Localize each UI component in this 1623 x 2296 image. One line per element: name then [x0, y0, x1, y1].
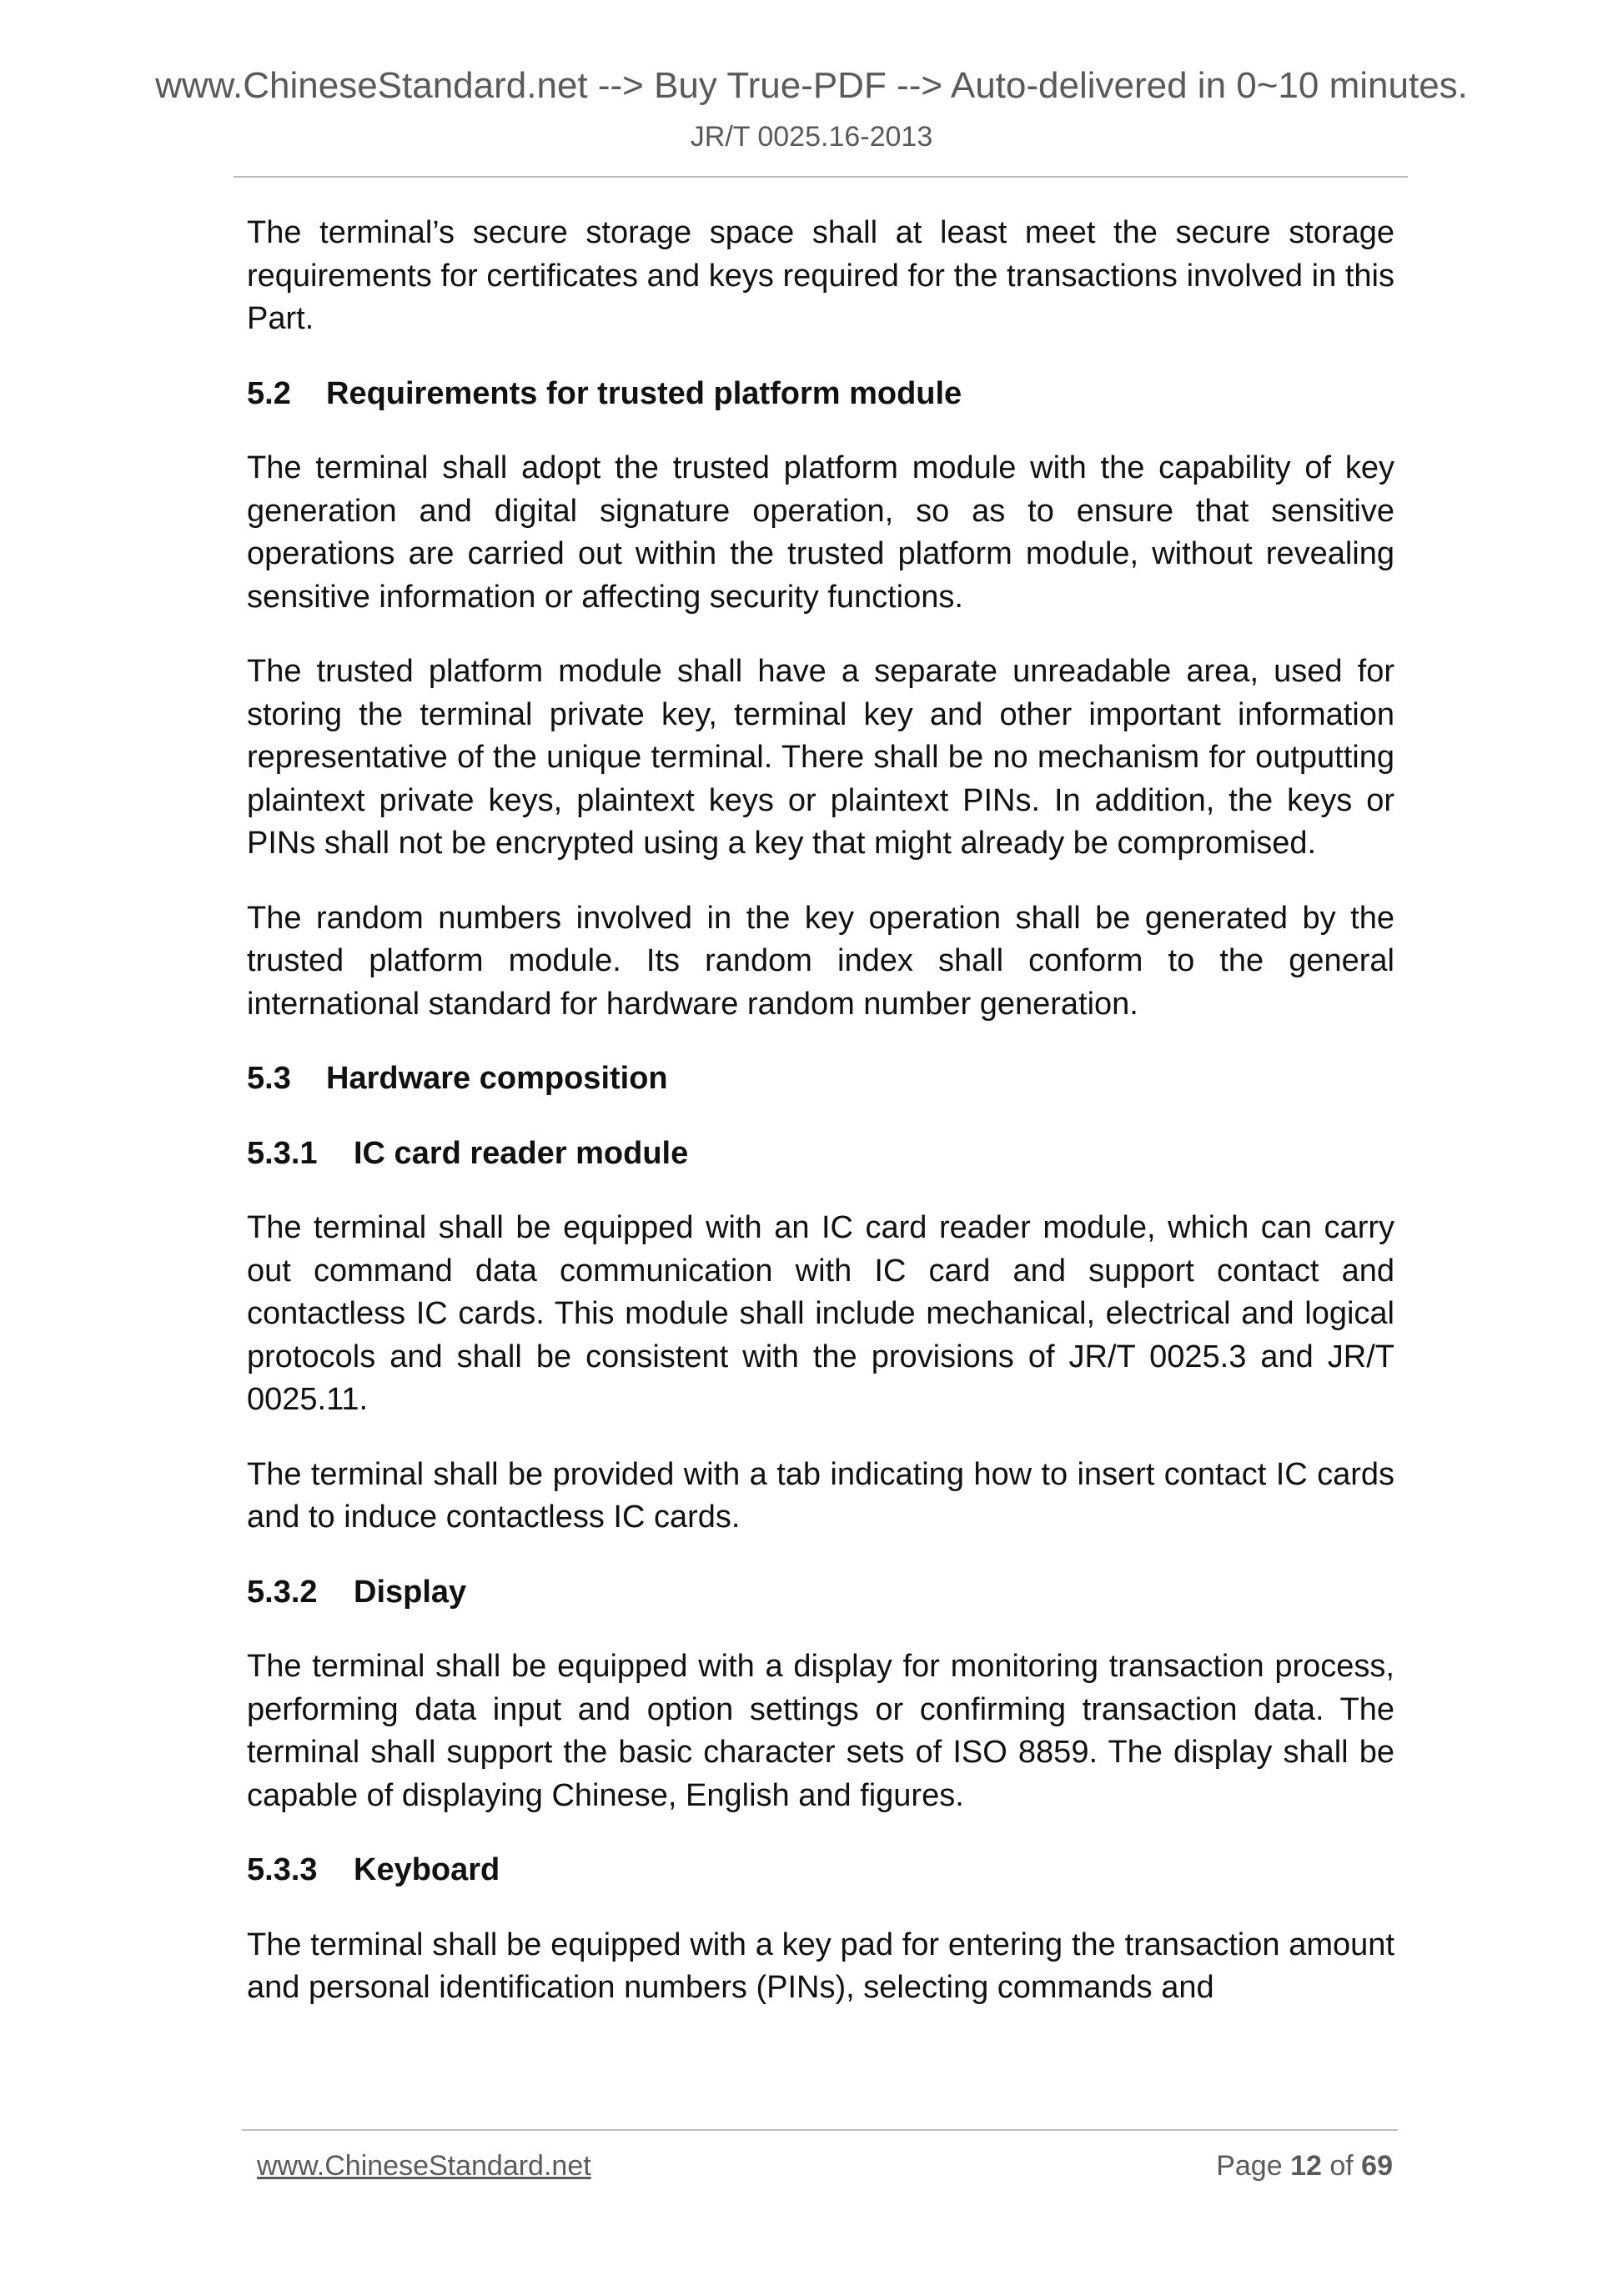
section-number: 5.2	[247, 375, 291, 411]
section-number: 5.3.1	[247, 1135, 318, 1171]
header-banner: www.ChineseStandard.net --> Buy True-PDF --> Auto-delivered in 0~10 minutes.	[155, 65, 1468, 106]
page-number	[1216, 2148, 1393, 2183]
page-label: Page	[1216, 2150, 1283, 2182]
standard-code: JR/T 0025.16-2013	[690, 121, 933, 153]
footer-divider	[242, 2129, 1398, 2131]
section-number: 5.3.2	[247, 1574, 318, 1610]
section-title: Hardware composition	[326, 1061, 668, 1096]
section-number: 5.3.3	[247, 1852, 318, 1887]
header-divider	[234, 176, 1408, 178]
section-number: 5.3	[247, 1061, 291, 1096]
paragraph: The terminal shall be provided with a tab indicating how to insert contact IC cards and to induce contactless IC cards.	[247, 1456, 1394, 1535]
section-heading-5-3	[247, 1058, 1394, 1101]
document-body	[247, 212, 1394, 2042]
current-page: 12	[1290, 2150, 1322, 2182]
paragraph: The random numbers involved in the key operation shall be generated by the trusted platform module. Its random index shall conform to the general international standard for hardware random number generation.	[247, 900, 1394, 1022]
footer-site-link[interactable]: www.ChineseStandard.net	[257, 2150, 591, 2182]
paragraph-intro: The terminal’s secure storage space shall at least meet the secure storage requirements for certificates and keys required for the transactions involved in this Part.	[247, 215, 1394, 336]
section-title: Display	[354, 1574, 467, 1610]
section-heading-5-3-2	[247, 1571, 1394, 1615]
section-title: IC card reader module	[354, 1135, 689, 1171]
section-title: Keyboard	[354, 1852, 500, 1887]
paragraph: The trusted platform module shall have a separate unreadable area, used for storing the terminal private key, terminal key and other important information representative of the unique terminal. There shall be no mechanism for outputting plaintext private keys, plaintext keys or plaintext PINs. In addition, the keys or PINs shall not be encrypted using a key that might already be compromised.	[247, 654, 1394, 861]
section-heading-5-3-1	[247, 1133, 1394, 1176]
paragraph: The terminal shall be equipped with a display for monitoring transaction process, performing data input and option settings or confirming transaction data. The terminal shall support the basic character sets of ISO 8859. The display shall be capable of displaying Chinese, English and figures.	[247, 1649, 1394, 1813]
paragraph: The terminal shall be equipped with an IC card reader module, which can carry out command data communication with IC card and support contact and contactless IC cards. This module shall include mechanical, electrical and logical protocols and shall be consistent with the provisions of JR/T 0025.3 and JR/T 0025.11.	[247, 1210, 1394, 1417]
paragraph: The terminal shall be equipped with a key pad for entering the transaction amount and personal identification numbers (PINs), selecting commands and	[247, 1927, 1394, 2005]
paragraph: The terminal shall adopt the trusted platform module with the capability of key generation and digital signature operation, so as to ensure that sensitive operations are carried out within the trusted platform module, without revealing sensitive information or affecting security functions.	[247, 450, 1394, 615]
section-heading-5-2	[247, 373, 1394, 416]
section-heading-5-3-3	[247, 1849, 1394, 1892]
section-title: Requirements for trusted platform module	[326, 375, 962, 411]
total-pages: 69	[1361, 2150, 1393, 2182]
page-of-label: of	[1329, 2150, 1354, 2182]
